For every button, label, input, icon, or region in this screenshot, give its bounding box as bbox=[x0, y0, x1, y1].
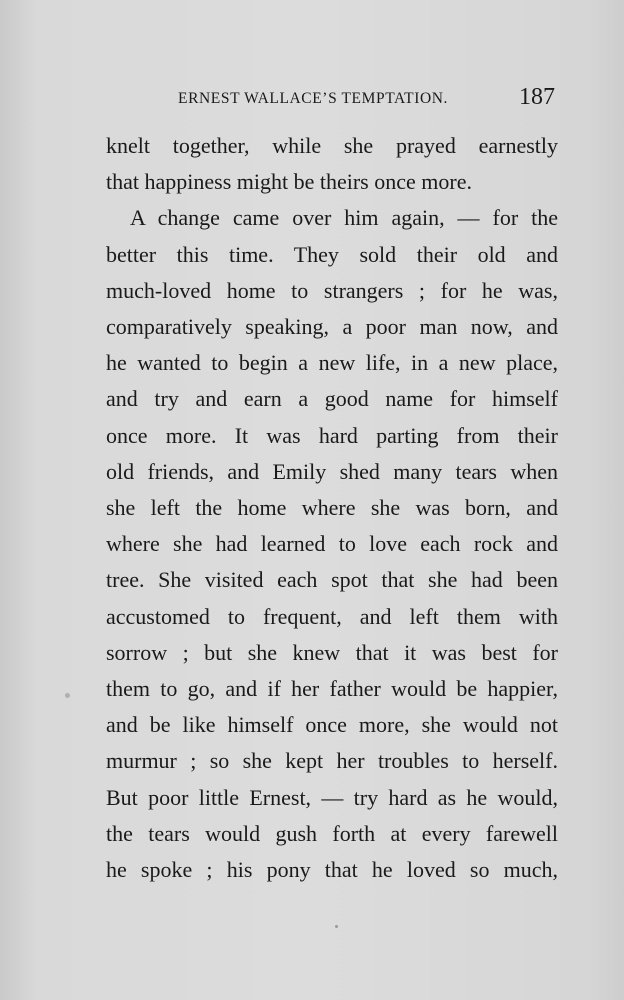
text-line: better this time. They sold their old and bbox=[106, 241, 558, 267]
paper-speck bbox=[335, 925, 338, 928]
text-line: sorrow ; but she knew that it was best for bbox=[106, 639, 558, 665]
text-line: where she had learned to love each rock and bbox=[106, 531, 558, 557]
text-line: old friends, and Emily shed many tears when bbox=[106, 458, 558, 484]
text-line: accustomed to frequent, and left them with bbox=[106, 603, 558, 629]
body-text bbox=[106, 133, 558, 913]
text-line: comparatively speaking, a poor man now, and bbox=[106, 314, 558, 339]
text-line: A change came over him again, — for the bbox=[130, 205, 558, 231]
text-line: and try and earn a good name for himself bbox=[106, 386, 558, 412]
page-number: 187 bbox=[519, 84, 555, 110]
text-line: tree. She visited each spot that she had been bbox=[106, 567, 558, 593]
text-line: much-loved home to strangers ; for he was, bbox=[106, 277, 558, 303]
text-line: once more. It was hard parting from their bbox=[106, 422, 558, 448]
paper-speck bbox=[65, 693, 70, 698]
text-line: But poor little Ernest, — try hard as he would, bbox=[106, 784, 558, 810]
text-line: them to go, and if her father would be happier, bbox=[106, 676, 558, 701]
text-line: he wanted to begin a new life, in a new place, bbox=[106, 350, 558, 376]
text-line: that happiness might be theirs once more. bbox=[106, 169, 472, 195]
text-line: and be like himself once more, she would not bbox=[106, 712, 558, 738]
running-title: ERNEST WALLACE’S TEMPTATION. bbox=[178, 90, 449, 107]
text-line: she left the home where she was born, and bbox=[106, 495, 558, 520]
text-line: murmur ; so she kept her troubles to herself. bbox=[106, 748, 558, 774]
text-line: knelt together, while she prayed earnestly bbox=[106, 133, 558, 158]
running-head bbox=[0, 84, 624, 114]
text-line: the tears would gush forth at every farewell bbox=[106, 820, 558, 846]
text-line: he spoke ; his pony that he loved so much, bbox=[106, 857, 558, 882]
